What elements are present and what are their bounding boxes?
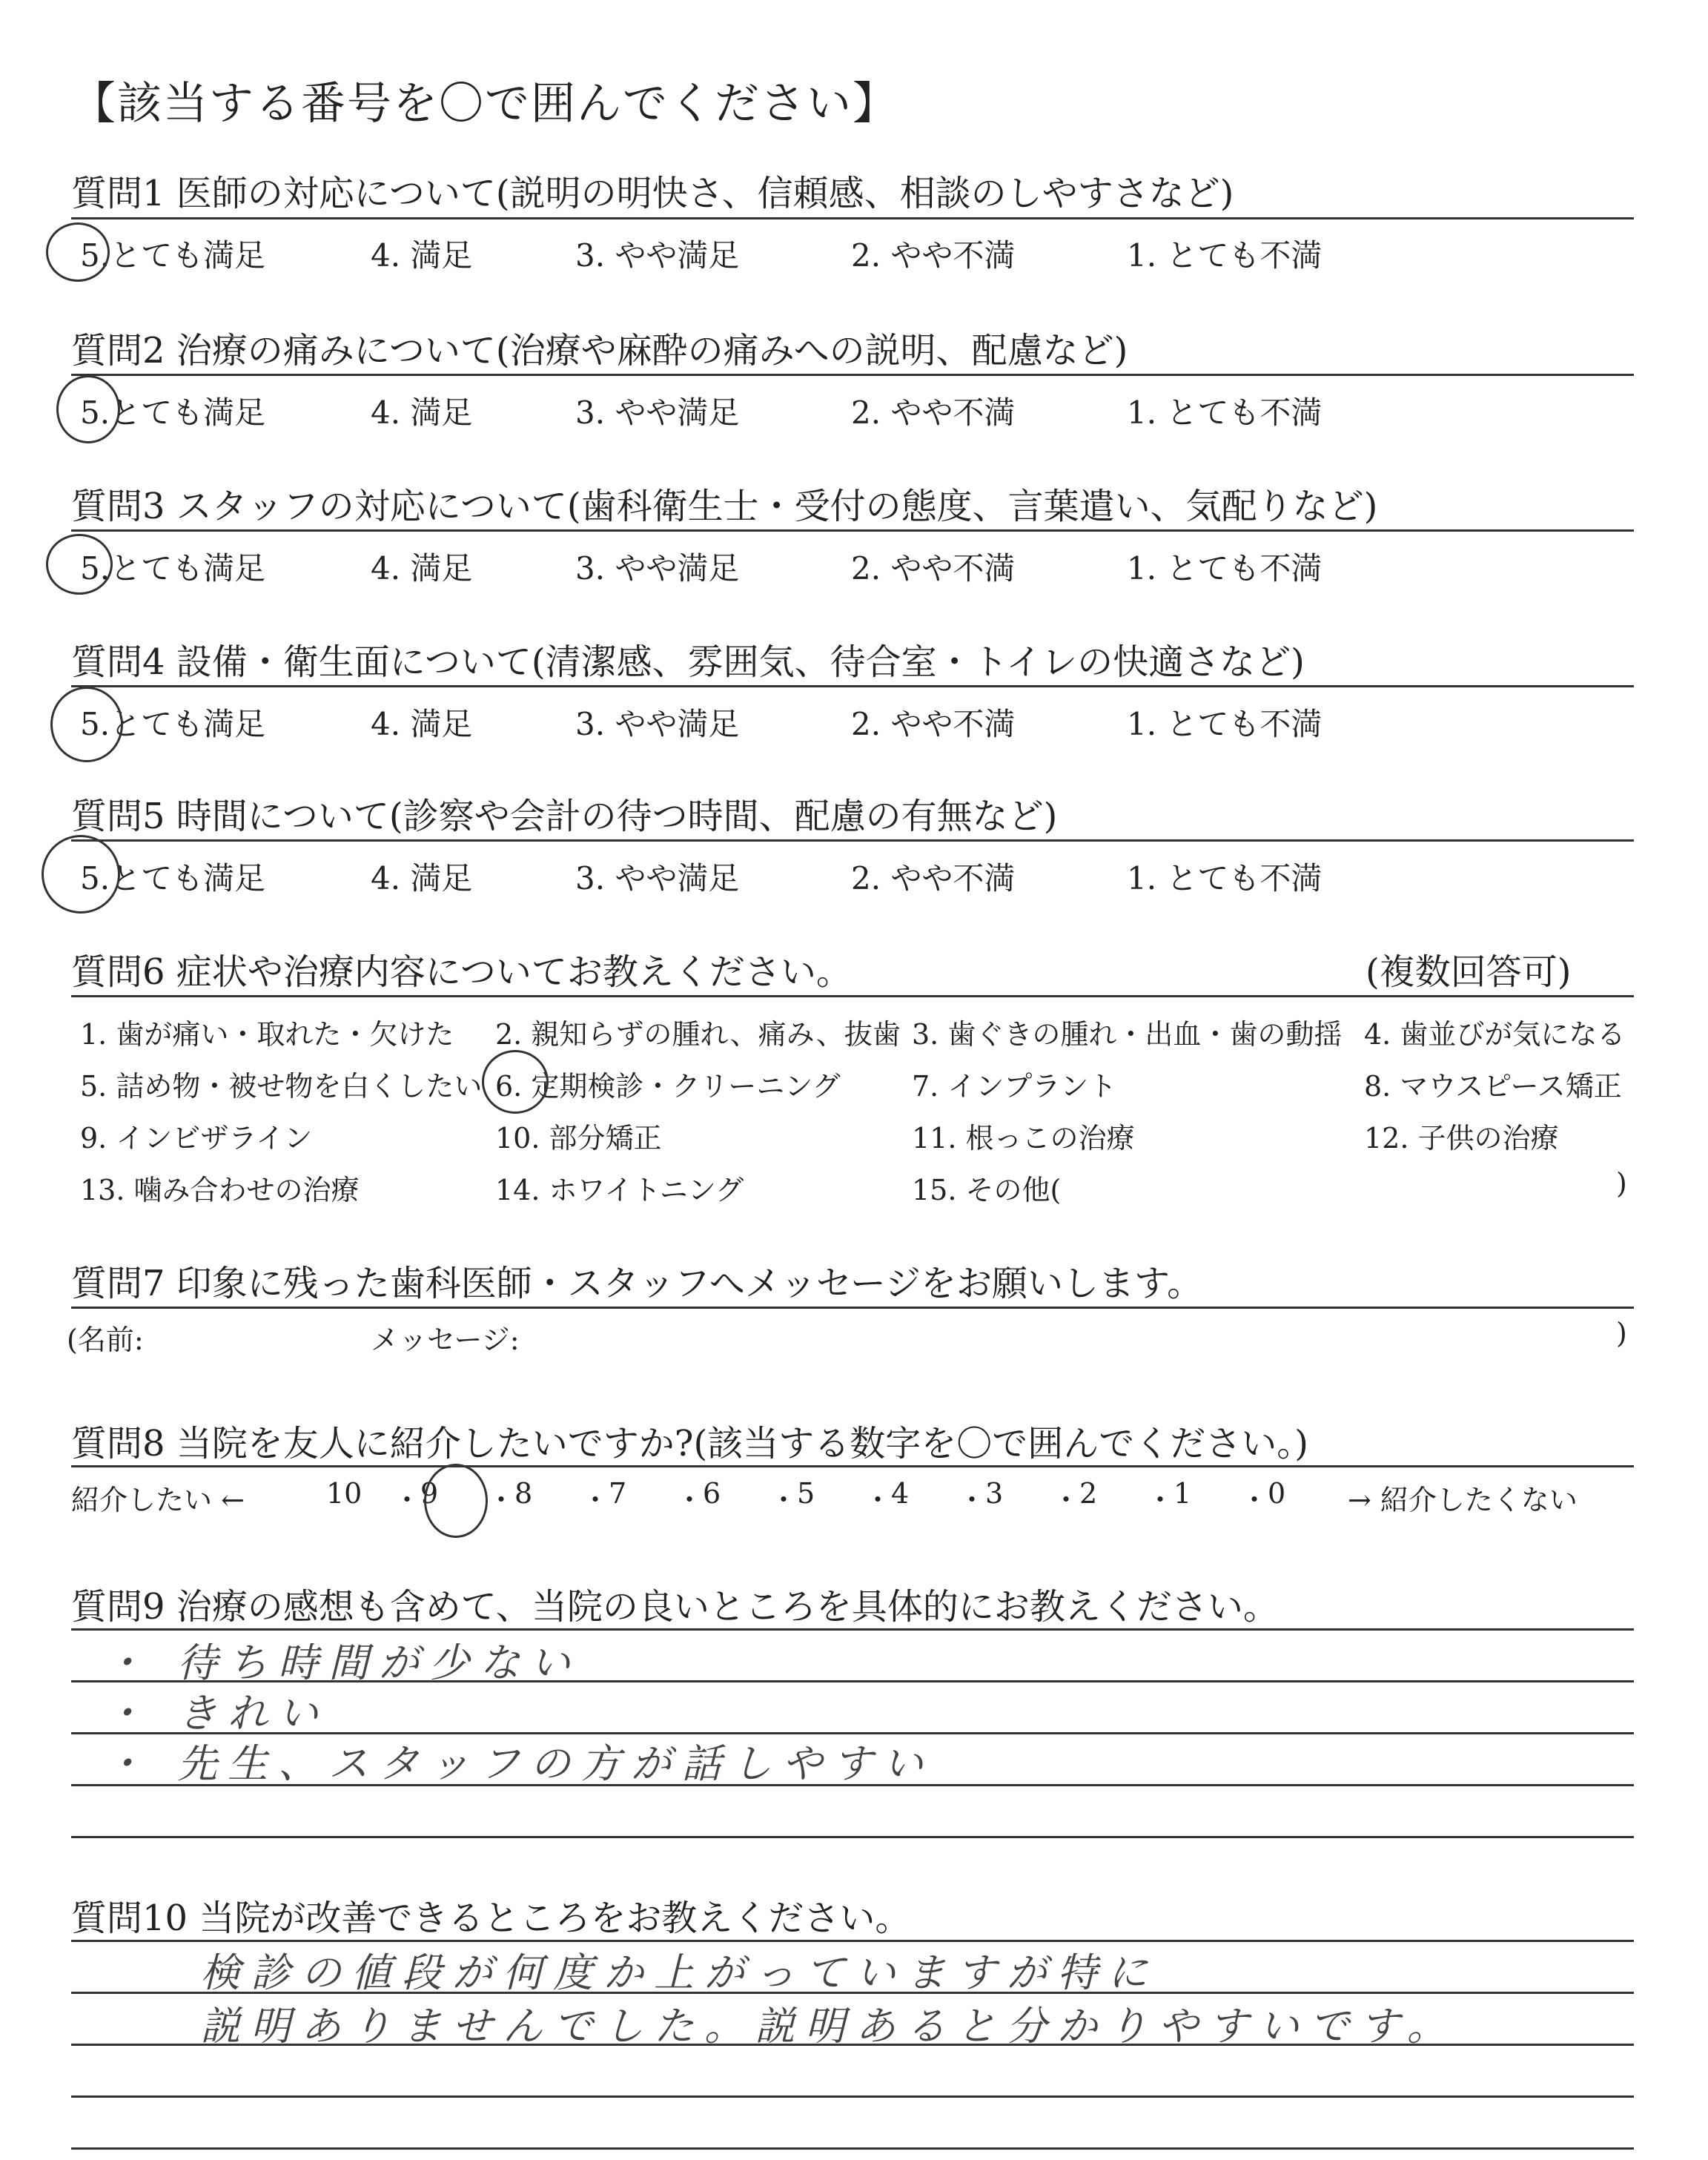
scale-separator: ・ <box>581 1484 610 1516</box>
q6-option[interactable]: 13. 噛み合わせの治療 <box>80 1174 360 1206</box>
q6-option[interactable]: 9. インビザライン <box>80 1122 313 1155</box>
selection-circle <box>42 835 120 914</box>
multiple-answer-note: (複数回答可) <box>1366 951 1572 993</box>
q4-option-4[interactable]: 4. 満足 <box>371 706 473 742</box>
question-5-label: 質問5 時間について(診察や会計の待つ時間、配慮の有無など) <box>71 796 1058 837</box>
q3-option-2[interactable]: 2. やや不満 <box>851 550 1016 587</box>
divider <box>71 1465 1634 1467</box>
answer-line <box>71 1836 1634 1838</box>
q3-option-1[interactable]: 1. とても不満 <box>1127 550 1323 587</box>
q9-answer: ・ きれい <box>104 1690 329 1737</box>
scale-number[interactable]: 6 <box>703 1477 721 1510</box>
q6-option[interactable]: 15. その他( <box>912 1174 1062 1206</box>
recommend-left-label: 紹介したい ← <box>71 1484 245 1516</box>
scale-number[interactable]: 5 <box>797 1477 815 1510</box>
name-label: (名前: <box>67 1324 144 1356</box>
q6-option[interactable]: 14. ホワイトニング <box>495 1174 744 1206</box>
q3-option-4[interactable]: 4. 満足 <box>371 550 473 587</box>
q5-option-4[interactable]: 4. 満足 <box>371 860 473 896</box>
q1-option-2[interactable]: 2. やや不満 <box>851 237 1016 274</box>
divider <box>71 374 1634 376</box>
scale-number[interactable]: 4 <box>891 1477 910 1510</box>
selection-circle <box>46 534 113 595</box>
other-close-paren: ) <box>1616 1167 1627 1200</box>
q1-option-4[interactable]: 4. 満足 <box>371 237 473 274</box>
scale-separator: ・ <box>958 1484 987 1516</box>
q6-option[interactable]: 12. 子供の治療 <box>1364 1122 1559 1155</box>
answer-line <box>71 2147 1634 2150</box>
q4-option-3[interactable]: 3. やや満足 <box>575 706 740 742</box>
scale-separator: ・ <box>487 1484 516 1516</box>
divider <box>71 685 1634 687</box>
q10-answer: 検診の値段が何度か上がっていますが特に <box>200 1949 1158 1996</box>
q6-option[interactable]: 3. 歯ぐきの腫れ・出血・歯の動揺 <box>912 1018 1343 1051</box>
q9-answer: ・ 待ち時間が少ない <box>104 1639 581 1686</box>
divider <box>71 1628 1634 1631</box>
question-2-label: 質問2 治療の痛みについて(治療や麻酔の痛みへの説明、配慮など) <box>71 330 1128 371</box>
q6-option[interactable]: 1. 歯が痛い・取れた・欠けた <box>80 1018 454 1051</box>
selection-circle <box>50 687 123 762</box>
divider <box>71 1307 1634 1309</box>
question-1-label: 質問1 医師の対応について(説明の明快さ、信頼感、相談のしやすさなど) <box>71 173 1234 214</box>
question-8-label: 質問8 当院を友人に紹介したいですか?(該当する数字を〇で囲んでください。) <box>71 1423 1308 1464</box>
scale-separator: ・ <box>1240 1484 1269 1516</box>
q1-option-5[interactable]: 5.とても満足 <box>80 237 266 274</box>
q6-option[interactable]: 6. 定期検診・クリーニング <box>495 1070 841 1103</box>
q5-option-1[interactable]: 1. とても不満 <box>1127 860 1323 896</box>
scale-number[interactable]: 10 <box>326 1477 363 1510</box>
divider <box>71 995 1634 997</box>
q2-option-2[interactable]: 2. やや不満 <box>851 394 1016 431</box>
q4-option-5[interactable]: 5.とても満足 <box>80 706 266 742</box>
q1-option-3[interactable]: 3. やや満足 <box>575 237 740 274</box>
scale-number[interactable]: 2 <box>1079 1477 1098 1510</box>
selection-circle <box>56 375 120 443</box>
message-close-paren: ) <box>1616 1317 1627 1350</box>
scale-number[interactable]: 1 <box>1174 1477 1192 1510</box>
q4-option-2[interactable]: 2. やや不満 <box>851 706 1016 742</box>
question-9-label: 質問9 治療の感想も含めて、当院の良いところを具体的にお教えください。 <box>71 1586 1279 1628</box>
q6-option[interactable]: 7. インプラント <box>912 1070 1117 1103</box>
q6-option[interactable]: 4. 歯並びが気になる <box>1364 1018 1626 1051</box>
question-3-label: 質問3 スタッフの対応について(歯科衛生士・受付の態度、言葉遣い、気配りなど) <box>71 486 1378 527</box>
message-label: メッセージ: <box>371 1324 520 1356</box>
scale-separator: ・ <box>393 1484 422 1516</box>
selection-circle <box>46 222 110 282</box>
divider <box>71 217 1634 219</box>
answer-line <box>71 2095 1634 2098</box>
q2-option-5[interactable]: 5.とても満足 <box>80 394 266 431</box>
question-10-label: 質問10 当院が改善できるところをお教えください。 <box>71 1898 911 1939</box>
q6-option[interactable]: 2. 親知らずの腫れ、痛み、抜歯 <box>495 1018 901 1051</box>
scale-number[interactable]: 3 <box>985 1477 1004 1510</box>
question-4-label: 質問4 設備・衛生面について(清潔感、雰囲気、待合室・トイレの快適さなど) <box>71 641 1305 683</box>
question-6-label: 質問6 症状や治療内容についてお教えください。 <box>71 951 852 993</box>
q6-option[interactable]: 10. 部分矯正 <box>495 1122 662 1155</box>
scale-number[interactable]: 9 <box>420 1477 439 1510</box>
q6-option[interactable]: 8. マウスピース矯正 <box>1364 1070 1622 1103</box>
scale-separator: ・ <box>1052 1484 1081 1516</box>
form-title: 【該当する番号を〇で囲んでください】 <box>71 78 898 130</box>
selection-circle <box>424 1464 488 1538</box>
scale-separator: ・ <box>675 1484 704 1516</box>
q2-option-4[interactable]: 4. 満足 <box>371 394 473 431</box>
q3-option-5[interactable]: 5.とても満足 <box>80 550 266 587</box>
q2-option-1[interactable]: 1. とても不満 <box>1127 394 1323 431</box>
scale-number[interactable]: 7 <box>609 1477 627 1510</box>
divider <box>71 839 1634 842</box>
scale-separator: ・ <box>864 1484 893 1516</box>
scale-separator: ・ <box>769 1484 798 1516</box>
q10-answer: 説明ありませんでした。説明あると分かりやすいです。 <box>200 2003 1457 2050</box>
q2-option-3[interactable]: 3. やや満足 <box>575 394 740 431</box>
divider <box>71 529 1634 532</box>
q1-option-1[interactable]: 1. とても不満 <box>1127 237 1323 274</box>
q5-option-2[interactable]: 2. やや不満 <box>851 860 1016 896</box>
scale-separator: ・ <box>1146 1484 1175 1516</box>
q5-option-5[interactable]: 5.とても満足 <box>80 860 266 896</box>
q6-option[interactable]: 11. 根っこの治療 <box>912 1122 1135 1155</box>
q6-option[interactable]: 5. 詰め物・被せ物を白くしたい <box>80 1070 483 1103</box>
q5-option-3[interactable]: 3. やや満足 <box>575 860 740 896</box>
q4-option-1[interactable]: 1. とても不満 <box>1127 706 1323 742</box>
q9-answer: ・ 先生、スタッフの方が話しやすい <box>104 1740 934 1787</box>
q3-option-3[interactable]: 3. やや満足 <box>575 550 740 587</box>
selection-circle <box>482 1050 549 1114</box>
question-7-label: 質問7 印象に残った歯科医師・スタッフへメッセージをお願いします。 <box>71 1263 1203 1304</box>
scale-number[interactable]: 0 <box>1268 1477 1286 1510</box>
recommend-right-label: → 紹介したくない <box>1348 1484 1578 1516</box>
scale-number[interactable]: 8 <box>514 1477 533 1510</box>
